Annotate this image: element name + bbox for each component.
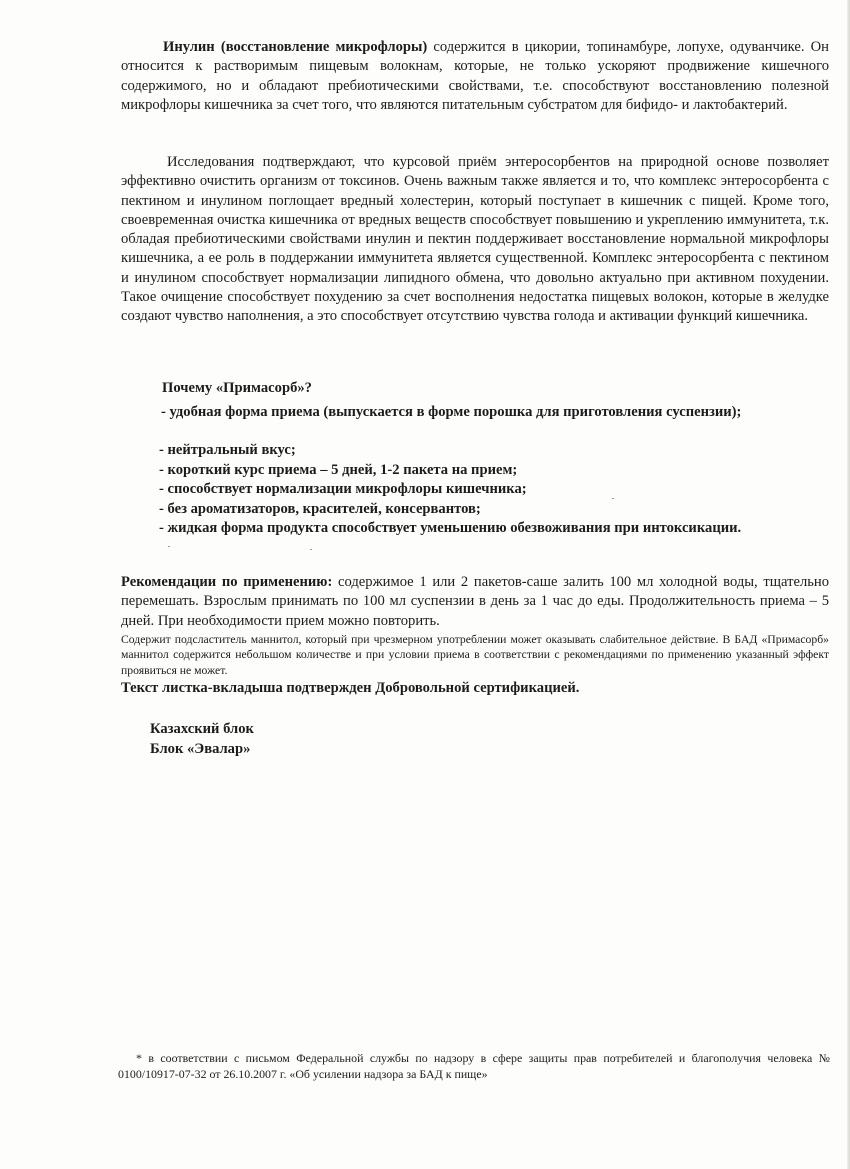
why-item: - способствует нормализации микрофлоры кишечника;: [159, 481, 527, 497]
why-item: - нейтральный вкус;: [159, 442, 296, 458]
sweetener-note: Содержит подсластитель маннитол, который при чрезмерном употреблении может оказывать слабительное действие. В БАД «Примасорб» маннитол содержится небольшом количестве и при условии приема в соответствии с рекомендациями по применению указанный эффект проявиться не может.: [121, 633, 829, 677]
footnote: * в соответствии с письмом Федеральной службы по надзору в сфере защиты прав потребителей и благополучия человека № 0100/10917-07-32 от 26.10.2007 г. «Об усилении надзора за БАД к пище»: [118, 1051, 830, 1081]
why-list: [159, 441, 741, 539]
why-heading: Почему «Примасорб»?: [162, 380, 312, 396]
usage-heading: Рекомендации по применению:: [121, 574, 333, 590]
inulin-heading: Инулин (восстановление микрофлоры): [163, 39, 428, 55]
block-kazakh: Казахский блок: [150, 721, 254, 737]
scan-speck: [612, 498, 614, 499]
why-item: - жидкая форма продукта способствует уменьшению обезвоживания при интоксикации.: [159, 520, 742, 536]
inulin-text: содержится в цикории, топинамбуре, лопухе, одуванчике. Он относится к растворимым пищевым волокнам, которые, не только ускоряют продвижение кишечного содержимого, но и обладают пребиотическими свойствами, т.е. способствуют восстановлению полезной микрофлоры кишечника за счет того, что являются питательным субстратом для бифидо- и лактобактерий.: [121, 39, 829, 113]
paragraph-research: Исследования подтверждают, что курсовой приём энтеросорбентов на природной основе позволяет эффективно очистить организм от токсинов. Очень важным также является и то, что комплекс энтеросорбента с пектином и инулином поглощает вредный холестерин, который поступает в кишечник с пищей. Кроме того, своевременная очистка кишечника от вредных веществ способствует повышению и укреплению иммунитета, т.к. обладая пребиотическими свойствами инулин и пектин поддерживает восстановление нормальной микрофлоры кишечника, а ее роль в поддержании иммунитета является существенной. Комплекс энтеросорбента с пектином и инулином способствует нормализации липидного обмена, что довольно актуально при активном похудении. Такое очищение способствует похудению за счет восполнения недостатка пищевых волокон, которые в желудке создают чувство наполнения, а это способствует отсутствию чувства голода и активации функций кишечника.: [121, 154, 829, 325]
usage-recommendations: [121, 573, 829, 631]
why-item: - короткий курс приема – 5 дней, 1-2 пакета на прием;: [159, 461, 518, 478]
block-evalar: Блок «Эвалар»: [150, 741, 251, 757]
block-list: [150, 719, 254, 759]
scan-speck: [168, 546, 170, 547]
why-item: - без ароматизаторов, красителей, консервантов;: [159, 500, 481, 517]
why-item-form: - удобная форма приема (выпускается в форме порошка для приготовления суспензии);: [161, 404, 742, 420]
scan-speck: [310, 549, 312, 550]
paragraph-inulin: [121, 38, 829, 115]
usage-text: содержимое 1 или 2 пакетов-саше залить 100 мл холодной воды, тщательно перемешать. Взрослым принимать по 100 мл суспензии в день за 1 час до еды. Продолжительность приема – 5 дней. При необходимости прием можно повторить.: [121, 574, 830, 629]
certification-statement: Текст листка-вкладыша подтвержден Добровольной сертификацией.: [121, 680, 580, 696]
